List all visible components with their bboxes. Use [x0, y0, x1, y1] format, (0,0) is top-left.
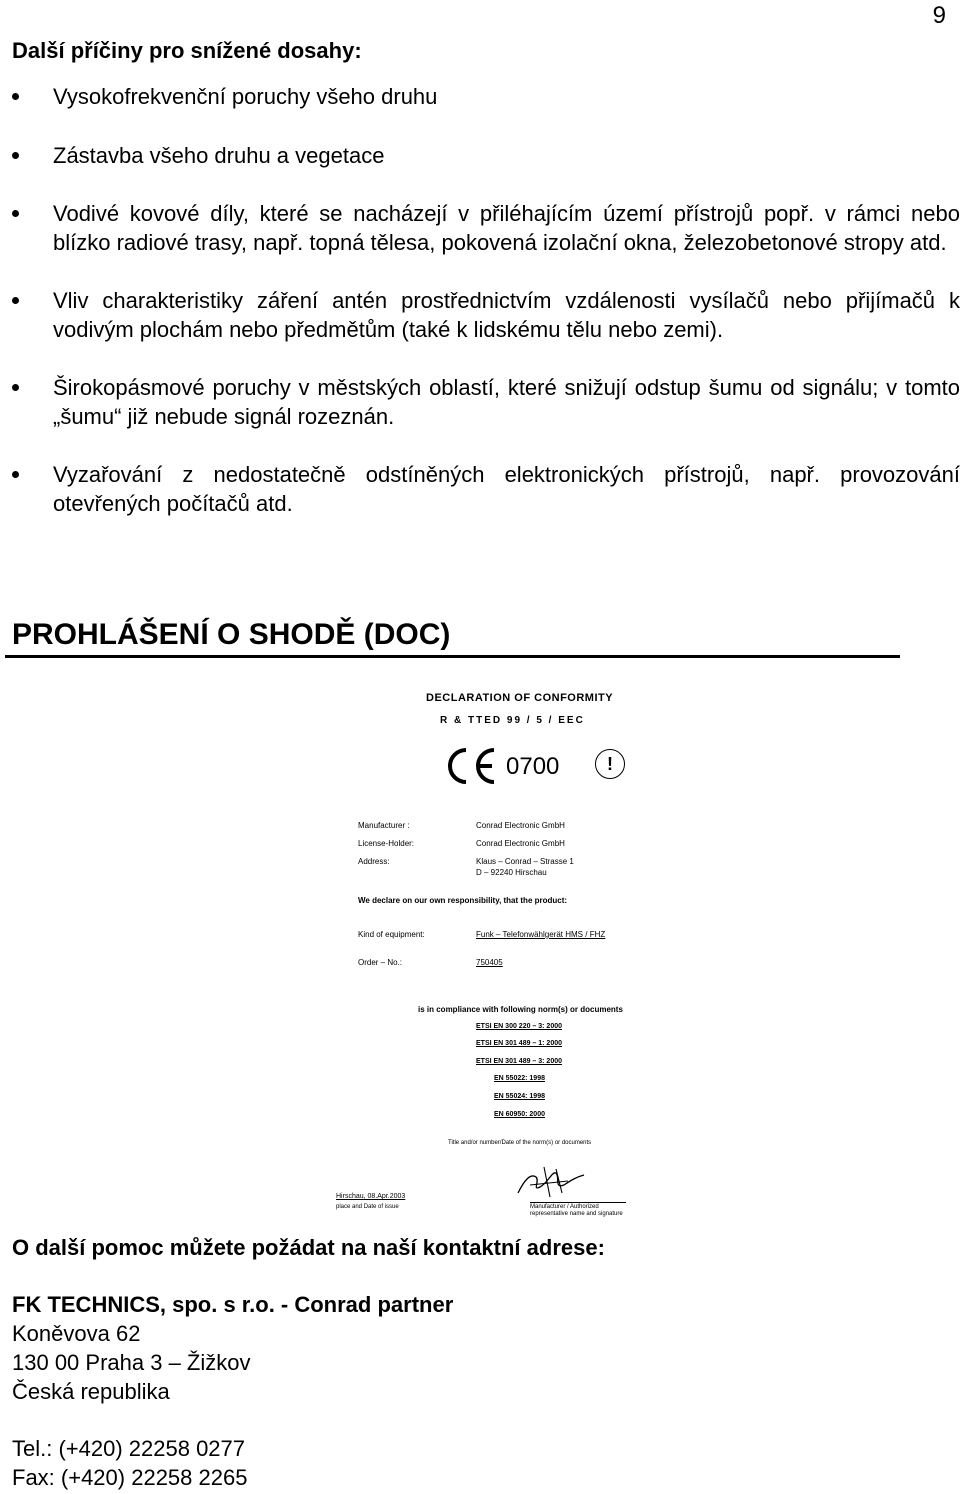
list-item	[12, 199, 960, 257]
list-item-text: Vodivé kovové díly, které se nacházejí v přiléhajícím území přístrojů popř. v rámci nebo blízko radiové trasy, např. topná tělesa, pokovená izolační okna, železobetonové stropy atd.	[53, 201, 960, 255]
list-item-text: Zástavba všeho druhu a vegetace	[53, 143, 385, 168]
declaration-of-conformity	[330, 688, 630, 1223]
doc-title: PROHLÁŠENÍ O SHODĚ (DOC)	[12, 618, 451, 651]
signature-caption: Manufacturer / Authorized representative name and signature	[530, 1202, 626, 1218]
list-item	[12, 373, 960, 431]
address-line-2: D – 92240 Hirschau	[476, 868, 547, 877]
title-underline	[5, 655, 900, 658]
list-item-text: Vysokofrekvenční poruchy všeho druhu	[53, 84, 438, 109]
standard-item: EN 55024: 1998	[494, 1093, 545, 1100]
list-item	[12, 82, 960, 111]
address-city: 130 00 Praha 3 – Žižkov	[12, 1350, 251, 1375]
phone-number: Tel.: (+420) 22258 0277	[12, 1436, 246, 1461]
license-value: Conrad Electronic GmbH	[476, 839, 565, 848]
standard-item: EN 60950: 2000	[494, 1111, 545, 1118]
page-number: 9	[932, 2, 946, 29]
standards-caption: Title and/or number/Date of the norm(s) or documents	[448, 1140, 592, 1146]
contact-heading: O další pomoc můžete požádat na naší kontaktní adrese:	[12, 1235, 605, 1260]
address-country: Česká republika	[12, 1379, 170, 1404]
list-item	[12, 460, 960, 518]
company-name: FK TECHNICS, spo. s r.o. - Conrad partner	[12, 1292, 454, 1317]
list-item-text: Širokopásmové poruchy v městských oblastí, které snižují odstup šumu od signálu; v tomto „šumu“ již nebude signál rozeznán.	[53, 375, 960, 429]
address-street: Koněvova 62	[12, 1321, 141, 1346]
list-item-text: Vyzařování z nedostatečně odstíněných elektronických přístrojů, např. provozování otevřených počítačů atd.	[53, 462, 960, 516]
standard-item: EN 55022: 1998	[494, 1075, 545, 1082]
declaration-statement: We declare on our own responsibility, that the product:	[358, 896, 568, 905]
standard-item: ETSI EN 300 220 – 3: 2000	[476, 1023, 562, 1030]
equipment-value: Funk – Telefonwählgerät HMS / FHZ	[476, 930, 606, 939]
bullet-icon	[12, 152, 19, 159]
list-item	[12, 286, 960, 344]
place-date: Hirschau, 08.Apr.2003	[336, 1193, 406, 1200]
signature-icon	[510, 1163, 590, 1201]
standard-item: ETSI EN 301 489 – 3: 2000	[476, 1058, 562, 1065]
order-value: 750405	[476, 958, 503, 967]
list-item	[12, 141, 960, 170]
equipment-label: Kind of equipment:	[358, 930, 425, 939]
cert-title: DECLARATION OF CONFORMITY	[426, 692, 614, 704]
manufacturer-label: Manufacturer :	[358, 821, 410, 830]
address-label: Address:	[358, 857, 390, 866]
alert-icon: !	[595, 749, 625, 779]
section-heading: Další příčiny pro snížené dosahy:	[12, 38, 362, 63]
fax-number: Fax: (+420) 22258 2265	[12, 1465, 248, 1490]
bullet-icon	[12, 93, 19, 100]
ce-mark-icon	[442, 746, 500, 786]
list-item-text: Vliv charakteristiky záření antén prostřednictvím vzdálenosti vysílačů nebo přijímačů k vodivým plochám nebo předmětům (také k lidskému tělu nebo zemi).	[53, 288, 960, 342]
bullet-icon	[12, 384, 19, 391]
bullet-icon	[12, 471, 19, 478]
bullet-icon	[12, 297, 19, 304]
compliance-statement: is in compliance with following norm(s) or documents	[418, 1005, 623, 1014]
notified-body-number: 0700	[506, 753, 560, 780]
cert-directive: R & TTED 99 / 5 / EEC	[440, 715, 585, 726]
order-label: Order – No.:	[358, 958, 403, 967]
place-date-caption: place and Date of issue	[336, 1204, 399, 1210]
causes-list	[12, 82, 960, 547]
address-line-1: Klaus – Conrad – Strasse 1	[476, 857, 574, 866]
license-label: License-Holder:	[358, 839, 415, 848]
standard-item: ETSI EN 301 489 – 1: 2000	[476, 1040, 562, 1047]
bullet-icon	[12, 210, 19, 217]
manufacturer-value: Conrad Electronic GmbH	[476, 821, 565, 830]
